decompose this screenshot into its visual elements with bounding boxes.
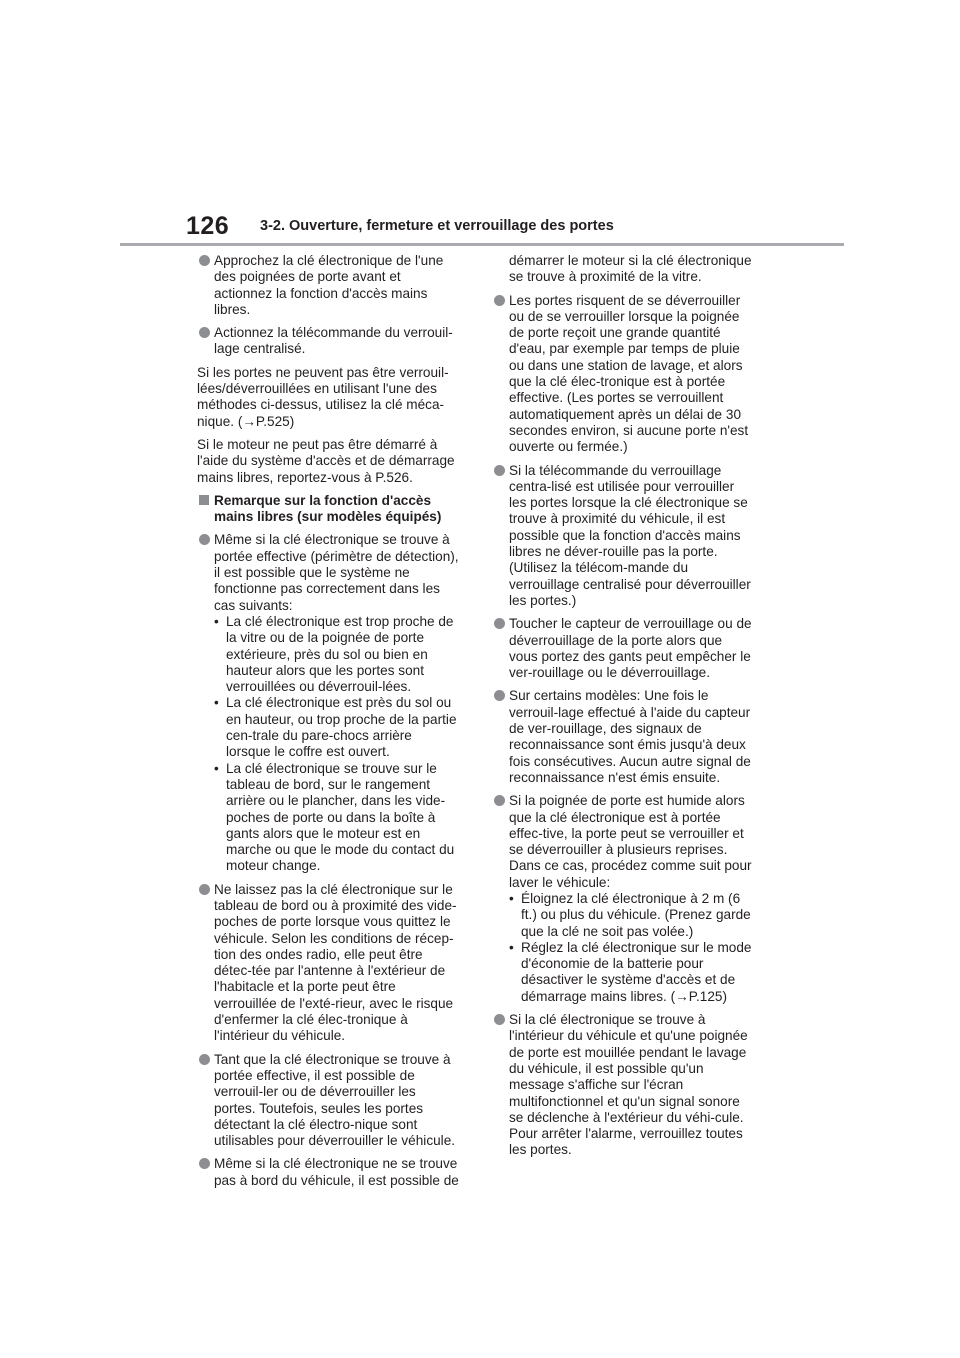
item-text: Sur certains modèles: Une fois le verrouil-lage effectué à l'aide du capteur de ver-rouillage, des signaux de reconnaissance sont émis jusqu'à deux fois consécutives. Aucun autre signal de reconnaissance n'est émis ensuite.: [509, 688, 751, 785]
list-item: [492, 1012, 754, 1159]
sub-item: • Éloignez la clé électronique à 2 m (6 ft.) ou plus du véhicule. (Prenez garde que la clé ne soit pas volée.): [509, 891, 754, 940]
sub-item: • La clé électronique est trop proche de la vitre ou de la poignée de porte extérieure, près du sol ou bien en hauteur alors que les portes sont verrouillées ou déverrouil-lées.: [214, 614, 459, 695]
list-item: [492, 293, 754, 456]
page-number: 126: [186, 212, 230, 240]
right-column: [492, 253, 754, 1166]
heading-text: Remarque sur la fonction d'accès mains libres (sur modèles équipés): [214, 492, 442, 525]
item-text: démarrer le moteur si la clé électronique se trouve à proximité de la vitre.: [509, 253, 752, 285]
subsection-heading: [197, 493, 459, 526]
sub-list: [214, 614, 459, 875]
item-text: Même si la clé électronique ne se trouve pas à bord du véhicule, il est possible de: [214, 1156, 459, 1188]
circle-bullet-icon: [494, 295, 505, 306]
circle-bullet-icon: [199, 327, 210, 338]
item-text: Si la poignée de porte est humide alors que la clé électronique est à portée effec-tive, la porte peut se verrouiller et se déverrouiller à plusieurs reprises. Dans ce cas, procédez comme suit pour laver le véhicule:: [509, 793, 752, 890]
circle-bullet-icon: [494, 465, 505, 476]
header-divider: [120, 243, 844, 246]
circle-bullet-icon: [199, 534, 210, 545]
paragraph-text: Si le moteur ne peut pas être démarré à l'aide du système d'accès et de démarrage mains libres, reportez-vous à P.526.: [197, 436, 455, 485]
circle-bullet-icon: [494, 1014, 505, 1025]
circle-bullet-icon: [199, 884, 210, 895]
list-item: [197, 532, 459, 874]
sub-list: [509, 891, 754, 1005]
sub-item: • Réglez la clé électronique sur le mode d'économie de la batterie pour désactiver le système d'accès et de démarrage mains libres. (→P.125): [509, 940, 754, 1005]
item-text: Les portes risquent de se déverrouiller ou de se verrouiller lorsque la poignée de porte reçoit une grande quantité d'eau, par exemple par temps de pluie ou dans une station de lavage, et alors que la clé élec-tronique est à portée effective. (Les portes se verrouillent automatiquement après un délai de 30 secondes environ, si aucune porte n'est ouverte ou fermée.): [509, 292, 749, 455]
circle-bullet-icon: [494, 690, 505, 701]
list-item: [197, 253, 459, 318]
item-text: Approchez la clé électronique de l'une des poignées de porte avant et actionnez la fonction d'accès mains libres.: [214, 253, 444, 317]
list-item: [492, 463, 754, 610]
circle-bullet-icon: [494, 795, 505, 806]
list-item: [197, 1156, 459, 1189]
sub-item: • La clé électronique est près du sol ou en hauteur, ou trop proche de la partie cen-trale du pare-chocs arrière lorsque le coffre est ouvert.: [214, 695, 459, 760]
item-text: Si la clé électronique se trouve à l'intérieur du véhicule et qu'une poignée de porte est mouillée pendant le lavage du véhicule, il est possible qu'un message s'affiche sur l'écran multifonctionnel et qu'un signal sonore se déclenche à l'extérieur du véhi-cule. Pour arrêter l'alarme, verrouillez toutes les portes.: [509, 1012, 748, 1158]
paragraph: [197, 437, 459, 486]
item-text: Si la télécommande du verrouillage centra-lisé est utilisée pour verrouiller les portes lorsque la clé électronique se trouve à proximité du véhicule, il est possible que la fonction d'accès mains libres ne déver-rouille pas la porte. (Utilisez la télécom-mande du verrouillage centralisé pour déverrouiller les portes.): [509, 462, 751, 608]
item-text: Même si la clé électronique se trouve à portée effective (périmètre de détection), il est possible que le système ne fonctionne pas correctement dans les cas suivants:: [214, 532, 459, 613]
circle-bullet-icon: [199, 255, 210, 266]
list-item: [492, 688, 754, 786]
list-item: [197, 1052, 459, 1150]
list-item: [197, 325, 459, 358]
paragraph: [197, 365, 459, 430]
item-text: Ne laissez pas la clé électronique sur le tableau de bord ou à proximité des vide-poches de porte lorsque vous quittez le véhicule. Selon les conditions de récep-tion des ondes radio, elle peut être détec-tée par l'antenne à l'extérieur de l'habitacle et la porte peut être verrouillée de l'exté-rieur, avec le risque d'enfermer la clé élec-tronique à l'intérieur du véhicule.: [214, 881, 457, 1044]
page-header: [0, 212, 960, 252]
circle-bullet-icon: [199, 1054, 210, 1065]
item-text: Toucher le capteur de verrouillage ou de déverrouillage de la porte alors que vous portez des gants peut empêcher le ver-rouillage ou le déverrouillage.: [509, 616, 752, 681]
list-item: [197, 882, 459, 1045]
list-item: [492, 616, 754, 681]
square-bullet-icon: [199, 495, 209, 505]
list-item-continued: [492, 253, 754, 286]
section-title: 3-2. Ouverture, fermeture et verrouillage des portes: [260, 218, 614, 234]
circle-bullet-icon: [494, 618, 505, 629]
item-text: Actionnez la télécommande du verrouil-lage centralisé.: [214, 325, 453, 357]
item-text: Tant que la clé électronique se trouve à portée effective, il est possible de verrouil-ler ou de déverrouiller les portes. Toutefois, seules les portes détectant la clé électro-nique sont utilisables pour déverrouiller le véhicule.: [214, 1051, 456, 1149]
circle-bullet-icon: [199, 1158, 210, 1169]
sub-item: • La clé électronique se trouve sur le tableau de bord, sur le rangement arrière ou le plancher, dans les vide-poches de porte ou dans la boîte à gants alors que le moteur est en marche ou que le mode du contact du moteur change.: [214, 761, 459, 875]
list-item: [492, 793, 754, 1005]
paragraph-text: Si les portes ne peuvent pas être verrouil-lées/déverrouillées en utilisant l'une des méthodes ci-dessus, utilisez la clé méca-nique. (→P.525): [197, 364, 449, 429]
left-column: [197, 253, 459, 1196]
